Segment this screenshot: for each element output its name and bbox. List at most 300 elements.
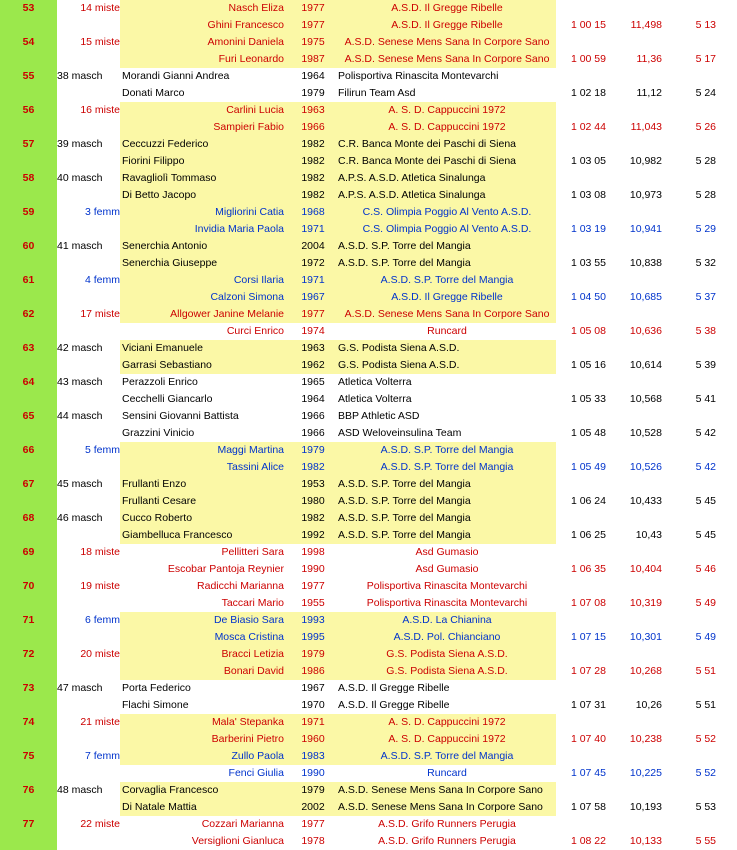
rank-cell	[0, 85, 57, 102]
time-cell	[558, 442, 606, 459]
category-cell: 21 miste	[80, 716, 120, 728]
pace-cell	[662, 68, 716, 85]
category-cell: 43 masch	[57, 376, 103, 388]
speed-cell: 10,268	[629, 665, 662, 677]
rank-cell: 69	[0, 544, 57, 561]
table-row	[0, 697, 737, 714]
athlete-name-cell: Grazzini Vinicio	[122, 427, 195, 439]
club-cell: A.S.D. S.P. Torre del Mangia	[336, 272, 556, 289]
speed-cell: 10,238	[629, 733, 662, 745]
rank-cell: 55	[0, 68, 57, 85]
birth-year-cell: 1971	[290, 714, 336, 731]
pace-cell	[662, 510, 716, 527]
category-cell: 41 masch	[57, 240, 103, 252]
time-cell: 1 05 08	[570, 325, 606, 337]
speed-cell	[606, 238, 662, 255]
speed-cell	[606, 578, 662, 595]
rank-cell	[0, 187, 57, 204]
category-cell: 5 femm	[84, 444, 120, 456]
club-cell: A.S.D. S.P. Torre del Mangia	[336, 238, 556, 255]
athlete-name-cell: Migliorini Catia	[120, 204, 290, 221]
athlete-name-cell: Di Natale Mattia	[120, 799, 290, 816]
birth-year-cell: 1974	[301, 325, 325, 337]
pace-cell: 5 26	[695, 121, 716, 133]
rank-cell	[0, 357, 57, 374]
rank-cell	[0, 731, 57, 748]
table-row	[0, 714, 737, 731]
rank-cell: 74	[0, 714, 57, 731]
birth-year-cell: 1982	[290, 153, 336, 170]
time-cell: 1 02 44	[570, 121, 606, 133]
athlete-name-cell: Maggi Martina	[120, 442, 290, 459]
athlete-name-cell: Viciani Emanuele	[120, 340, 290, 357]
time-cell: 1 00 15	[570, 19, 606, 31]
table-row	[0, 782, 737, 799]
table-row	[0, 34, 737, 51]
time-cell: 1 06 25	[570, 529, 606, 541]
birth-year-cell: 1964	[301, 393, 325, 405]
time-cell	[558, 782, 606, 799]
athlete-name-cell: Garrasi Sebastiano	[120, 357, 290, 374]
time-cell	[558, 680, 606, 697]
rank-cell	[0, 459, 57, 476]
category-cell	[57, 527, 120, 544]
speed-cell	[606, 374, 662, 391]
rank-cell	[0, 51, 57, 68]
rank-cell: 66	[0, 442, 57, 459]
table-row	[0, 374, 737, 391]
pace-cell	[662, 238, 716, 255]
rank-cell	[0, 561, 57, 578]
table-row	[0, 663, 737, 680]
category-cell	[57, 255, 120, 272]
pace-cell: 5 24	[695, 87, 716, 99]
time-cell: 1 07 58	[570, 801, 606, 813]
athlete-name-cell: Zullo Paola	[120, 748, 290, 765]
speed-cell	[606, 170, 662, 187]
pace-cell: 5 32	[695, 257, 716, 269]
time-cell	[558, 272, 606, 289]
time-cell	[558, 646, 606, 663]
speed-cell	[606, 272, 662, 289]
category-cell: 42 masch	[57, 342, 103, 354]
club-cell: A.P.S. A.S.D. Atletica Sinalunga	[336, 170, 556, 187]
category-cell	[57, 289, 120, 306]
speed-cell: 11,36	[636, 53, 662, 65]
table-row	[0, 442, 737, 459]
rank-cell: 64	[0, 374, 57, 391]
category-cell: 46 masch	[57, 512, 103, 524]
time-cell	[558, 68, 606, 85]
table-row	[0, 476, 737, 493]
table-row	[0, 408, 737, 425]
club-cell: A.S.D. S.P. Torre del Mangia	[336, 459, 556, 476]
category-cell: 16 miste	[80, 104, 120, 116]
birth-year-cell: 1978	[301, 835, 325, 847]
time-cell	[558, 510, 606, 527]
time-cell: 1 03 05	[570, 155, 606, 167]
table-row	[0, 170, 737, 187]
rank-cell	[0, 629, 57, 646]
speed-cell: 10,433	[629, 495, 662, 507]
time-cell	[558, 306, 606, 323]
athlete-name-cell: Barberini Pietro	[120, 731, 290, 748]
rank-cell	[0, 595, 57, 612]
pace-cell	[662, 816, 716, 833]
club-cell: A. S. D. Cappuccini 1972	[336, 102, 556, 119]
category-cell	[57, 629, 120, 646]
athlete-name-cell: Morandi Gianni Andrea	[122, 70, 230, 82]
birth-year-cell: 1964	[301, 70, 325, 82]
table-row	[0, 17, 737, 34]
rank-cell	[0, 663, 57, 680]
table-row	[0, 731, 737, 748]
rank-cell	[0, 765, 57, 782]
speed-cell	[606, 340, 662, 357]
club-cell: G.S. Podista Siena A.S.D.	[336, 357, 556, 374]
rank-cell: 63	[0, 340, 57, 357]
pace-cell: 5 29	[695, 223, 716, 235]
category-cell: 40 masch	[57, 172, 103, 184]
club-cell: A.S.D. S.P. Torre del Mangia	[336, 442, 556, 459]
pace-cell	[662, 714, 716, 731]
pace-cell: 5 42	[695, 461, 716, 473]
birth-year-cell: 1966	[290, 119, 336, 136]
speed-cell: 10,225	[629, 767, 662, 779]
rank-cell	[0, 391, 57, 408]
rank-cell	[0, 833, 57, 850]
club-cell: C.R. Banca Monte dei Paschi di Siena	[336, 153, 556, 170]
table-row	[0, 187, 737, 204]
category-cell	[57, 85, 120, 102]
pace-cell	[662, 34, 716, 51]
speed-cell	[606, 204, 662, 221]
club-cell: Atletica Volterra	[338, 393, 412, 405]
club-cell: A.S.D. Senese Mens Sana In Corpore Sano	[336, 51, 556, 68]
time-cell	[558, 102, 606, 119]
table-row	[0, 68, 737, 85]
table-row	[0, 153, 737, 170]
speed-cell	[606, 816, 662, 833]
club-cell: A.S.D. S.P. Torre del Mangia	[336, 493, 556, 510]
pace-cell	[662, 442, 716, 459]
athlete-name-cell: Cozzari Marianna	[201, 818, 284, 830]
time-cell	[558, 34, 606, 51]
athlete-name-cell: Frullanti Cesare	[120, 493, 290, 510]
speed-cell	[606, 510, 662, 527]
rank-cell: 71	[0, 612, 57, 629]
birth-year-cell: 1995	[290, 629, 336, 646]
birth-year-cell: 1962	[290, 357, 336, 374]
speed-cell: 10,193	[629, 801, 662, 813]
category-cell	[57, 765, 120, 782]
rank-cell	[0, 527, 57, 544]
rank-cell	[0, 493, 57, 510]
speed-cell	[606, 68, 662, 85]
table-row	[0, 527, 737, 544]
speed-cell: 10,528	[629, 427, 662, 439]
category-cell	[57, 153, 120, 170]
birth-year-cell: 1990	[301, 563, 325, 575]
time-cell	[558, 578, 606, 595]
athlete-name-cell: Flachi Simone	[122, 699, 189, 711]
club-cell: Runcard	[427, 767, 467, 779]
athlete-name-cell: Donati Marco	[122, 87, 185, 99]
pace-cell	[662, 306, 716, 323]
birth-year-cell: 1971	[290, 272, 336, 289]
category-cell	[57, 595, 120, 612]
birth-year-cell: 2004	[290, 238, 336, 255]
category-cell: 4 femm	[84, 274, 120, 286]
club-cell: A. S. D. Cappuccini 1972	[336, 731, 556, 748]
time-cell	[558, 748, 606, 765]
table-row	[0, 238, 737, 255]
club-cell: A.S.D. Grifo Runners Perugia	[378, 835, 516, 847]
club-cell: BBP Athletic ASD	[338, 410, 420, 422]
club-cell: A.S.D. Il Gregge Ribelle	[336, 289, 556, 306]
category-cell: 22 miste	[80, 818, 120, 830]
birth-year-cell: 1982	[290, 510, 336, 527]
birth-year-cell: 1970	[301, 699, 325, 711]
pace-cell: 5 17	[695, 53, 716, 65]
birth-year-cell: 1953	[290, 476, 336, 493]
table-row	[0, 136, 737, 153]
speed-cell	[606, 442, 662, 459]
category-cell: 48 masch	[57, 784, 103, 796]
category-cell	[57, 323, 120, 340]
time-cell: 1 03 19	[570, 223, 606, 235]
birth-year-cell: 1982	[290, 459, 336, 476]
speed-cell: 10,838	[629, 257, 662, 269]
pace-cell	[662, 782, 716, 799]
time-cell	[558, 476, 606, 493]
speed-cell	[606, 612, 662, 629]
club-cell: A.S.D. Senese Mens Sana In Corpore Sano	[336, 799, 556, 816]
speed-cell	[606, 306, 662, 323]
athlete-name-cell: Frullanti Enzo	[120, 476, 290, 493]
athlete-name-cell: Amonini Daniela	[120, 34, 290, 51]
speed-cell	[606, 0, 662, 17]
club-cell: Filirun Team Asd	[338, 87, 416, 99]
birth-year-cell: 1975	[290, 34, 336, 51]
pace-cell	[662, 408, 716, 425]
athlete-name-cell: Senerchia Giuseppe	[120, 255, 290, 272]
time-cell	[558, 170, 606, 187]
club-cell: Atletica Volterra	[338, 376, 412, 388]
table-row	[0, 629, 737, 646]
category-cell	[57, 561, 120, 578]
time-cell: 1 07 28	[570, 665, 606, 677]
table-row	[0, 748, 737, 765]
pace-cell: 5 39	[695, 359, 716, 371]
rank-cell: 61	[0, 272, 57, 289]
birth-year-cell: 1980	[290, 493, 336, 510]
athlete-name-cell: Cucco Roberto	[120, 510, 290, 527]
pace-cell: 5 45	[695, 495, 716, 507]
pace-cell	[662, 204, 716, 221]
time-cell	[558, 0, 606, 17]
athlete-name-cell: Radicchi Marianna	[197, 580, 284, 592]
category-cell	[57, 391, 120, 408]
pace-cell: 5 51	[695, 699, 716, 711]
category-cell: 44 masch	[57, 410, 103, 422]
athlete-name-cell: Curci Enrico	[226, 325, 284, 337]
pace-cell	[662, 136, 716, 153]
speed-cell	[606, 782, 662, 799]
time-cell: 1 03 55	[570, 257, 606, 269]
rank-cell: 73	[0, 680, 57, 697]
table-row	[0, 204, 737, 221]
table-row	[0, 306, 737, 323]
pace-cell: 5 28	[695, 189, 716, 201]
rank-cell: 76	[0, 782, 57, 799]
time-cell: 1 06 24	[570, 495, 606, 507]
pace-cell	[662, 476, 716, 493]
birth-year-cell: 1979	[290, 442, 336, 459]
time-cell: 1 07 15	[570, 631, 606, 643]
speed-cell	[606, 34, 662, 51]
athlete-name-cell: Fenci Giulia	[228, 767, 284, 779]
birth-year-cell: 1977	[301, 818, 325, 830]
table-row	[0, 102, 737, 119]
athlete-name-cell: Ghini Francesco	[120, 17, 290, 34]
table-row	[0, 357, 737, 374]
table-row	[0, 323, 737, 340]
club-cell: C.S. Olimpia Poggio Al Vento A.S.D.	[336, 204, 556, 221]
athlete-name-cell: Fiorini Filippo	[120, 153, 290, 170]
speed-cell: 10,319	[629, 597, 662, 609]
athlete-name-cell: Allgower Janine Melanie	[120, 306, 290, 323]
time-cell: 1 04 50	[570, 291, 606, 303]
rank-cell: 68	[0, 510, 57, 527]
pace-cell: 5 42	[695, 427, 716, 439]
rank-cell	[0, 221, 57, 238]
speed-cell: 10,526	[629, 461, 662, 473]
speed-cell: 10,43	[635, 529, 662, 541]
pace-cell: 5 52	[695, 733, 716, 745]
time-cell: 1 02 18	[570, 87, 606, 99]
athlete-name-cell: Sensini Giovanni Battista	[122, 410, 239, 422]
category-cell	[57, 187, 120, 204]
birth-year-cell: 1982	[290, 187, 336, 204]
speed-cell: 10,26	[635, 699, 662, 711]
speed-cell: 10,941	[629, 223, 662, 235]
club-cell: A. S. D. Cappuccini 1972	[336, 119, 556, 136]
birth-year-cell: 1979	[301, 87, 325, 99]
rank-cell: 65	[0, 408, 57, 425]
athlete-name-cell: Calzoni Simona	[120, 289, 290, 306]
club-cell: Asd Gumasio	[415, 563, 479, 575]
speed-cell: 10,404	[629, 563, 662, 575]
athlete-name-cell: Mosca Cristina	[120, 629, 290, 646]
birth-year-cell: 1977	[301, 580, 325, 592]
table-row	[0, 595, 737, 612]
club-cell: G.S. Podista Siena A.S.D.	[336, 663, 556, 680]
category-cell: 18 miste	[80, 546, 120, 558]
table-row	[0, 493, 737, 510]
speed-cell: 11,498	[630, 19, 662, 31]
time-cell	[558, 136, 606, 153]
athlete-name-cell: Carlini Lucia	[120, 102, 290, 119]
rank-cell	[0, 119, 57, 136]
club-cell: C.R. Banca Monte dei Paschi di Siena	[336, 136, 556, 153]
time-cell	[558, 612, 606, 629]
table-row	[0, 765, 737, 782]
category-cell: 39 masch	[57, 138, 103, 150]
club-cell: A.S.D. Senese Mens Sana In Corpore Sano	[336, 34, 556, 51]
club-cell: A.S.D. Senese Mens Sana In Corpore Sano	[336, 306, 556, 323]
pace-cell: 5 37	[695, 291, 716, 303]
category-cell	[57, 459, 120, 476]
club-cell: G.S. Podista Siena A.S.D.	[336, 646, 556, 663]
birth-year-cell: 1966	[301, 427, 325, 439]
speed-cell: 10,614	[629, 359, 662, 371]
rank-cell: 53	[0, 0, 57, 17]
table-row	[0, 425, 737, 442]
birth-year-cell: 1977	[290, 306, 336, 323]
table-row	[0, 646, 737, 663]
athlete-name-cell: Giambelluca Francesco	[120, 527, 290, 544]
time-cell	[558, 408, 606, 425]
time-cell: 1 07 08	[570, 597, 606, 609]
club-cell: G.S. Podista Siena A.S.D.	[336, 340, 556, 357]
category-cell: 3 femm	[84, 206, 120, 218]
birth-year-cell: 1967	[301, 682, 325, 694]
rank-cell: 77	[0, 816, 57, 833]
rank-cell	[0, 17, 57, 34]
pace-cell	[662, 646, 716, 663]
birth-year-cell: 1998	[301, 546, 325, 558]
speed-cell: 11,043	[630, 121, 662, 133]
athlete-name-cell: Escobar Pantoja Reynier	[167, 563, 284, 575]
rank-cell: 58	[0, 170, 57, 187]
athlete-name-cell: Mala' Stepanka	[120, 714, 290, 731]
athlete-name-cell: Perazzoli Enrico	[122, 376, 198, 388]
category-cell: 45 masch	[57, 478, 103, 490]
birth-year-cell: 1987	[290, 51, 336, 68]
category-cell: 15 miste	[80, 36, 120, 48]
athlete-name-cell: Corvaglia Francesco	[120, 782, 290, 799]
category-cell: 6 femm	[84, 614, 120, 626]
category-cell	[57, 799, 120, 816]
table-row	[0, 816, 737, 833]
table-row	[0, 561, 737, 578]
category-cell: 47 masch	[57, 682, 103, 694]
birth-year-cell: 1990	[301, 767, 325, 779]
category-cell: 14 miste	[80, 2, 120, 14]
category-cell: 38 masch	[57, 70, 103, 82]
pace-cell	[662, 272, 716, 289]
club-cell: A.S.D. S.P. Torre del Mangia	[336, 476, 556, 493]
category-cell: 19 miste	[80, 580, 120, 592]
birth-year-cell: 1977	[290, 17, 336, 34]
category-cell	[57, 493, 120, 510]
table-row	[0, 255, 737, 272]
athlete-name-cell: Senerchia Antonio	[120, 238, 290, 255]
time-cell: 1 00 59	[570, 53, 606, 65]
athlete-name-cell: Invidia Maria Paola	[120, 221, 290, 238]
pace-cell: 5 55	[695, 835, 716, 847]
pace-cell: 5 46	[695, 563, 716, 575]
birth-year-cell: 1979	[290, 782, 336, 799]
speed-cell: 10,133	[629, 835, 662, 847]
pace-cell: 5 28	[695, 155, 716, 167]
rank-cell	[0, 323, 57, 340]
birth-year-cell: 1992	[290, 527, 336, 544]
category-cell	[57, 833, 120, 850]
speed-cell	[606, 102, 662, 119]
athlete-name-cell: Bonari David	[120, 663, 290, 680]
